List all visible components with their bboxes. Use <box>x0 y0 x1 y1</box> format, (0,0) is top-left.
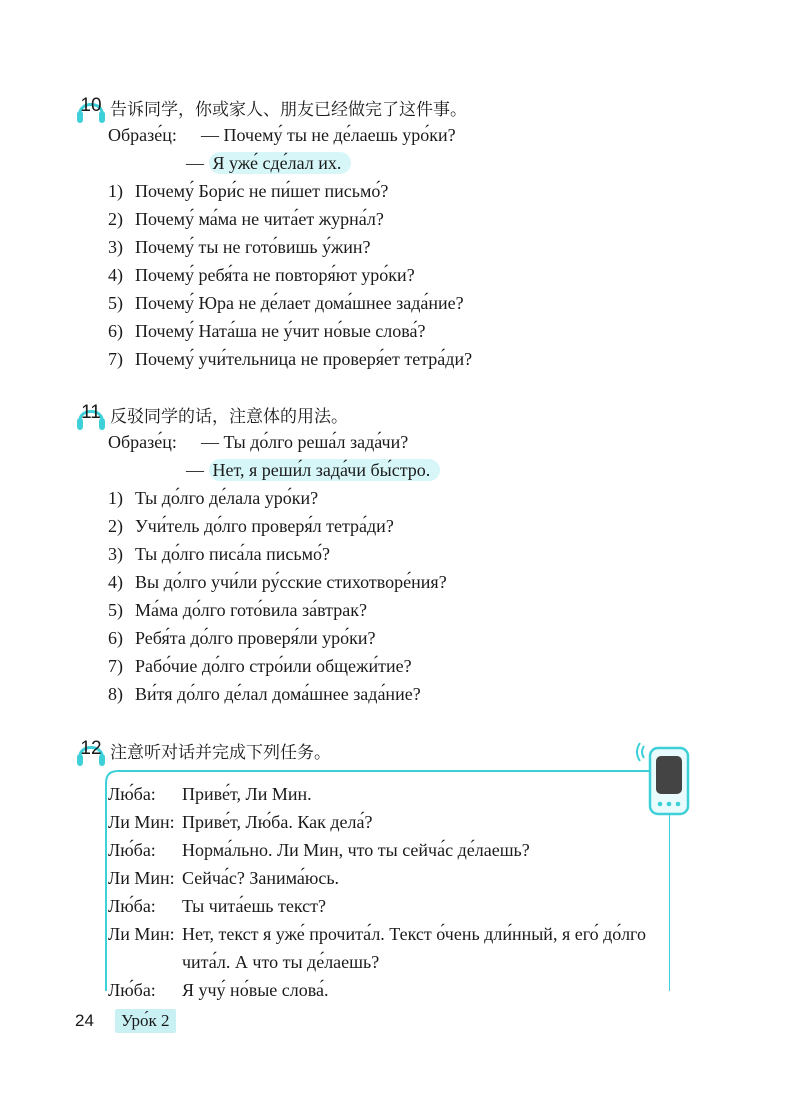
exercise-11-item <box>108 486 318 510</box>
exercise-11-title: 反驳同学的话，注意体的用法。 <box>110 406 348 427</box>
sample-label: Образе́ц: <box>108 432 177 452</box>
item-text: Ребя́та до́лго проверя́ли уро́ки? <box>135 628 376 648</box>
exercise-11-item <box>108 542 330 566</box>
item-number: 8) <box>108 684 123 704</box>
exercise-11-item <box>108 682 421 706</box>
item-text: Почему́ учи́тельница не проверя́ет тетра́ди? <box>135 349 473 369</box>
item-number: 5) <box>108 600 123 620</box>
dialogue-line <box>108 978 329 1002</box>
speaker-name: Ли Мин: <box>108 868 175 888</box>
dialogue-line <box>108 838 530 862</box>
item-number: 3) <box>108 544 123 564</box>
exercise-12-number-badge <box>76 736 106 764</box>
exercise-10-sample-question <box>108 123 456 147</box>
exercise-11-sample-answer <box>186 458 440 482</box>
exercise-10-title: 告诉同学，你或家人、朋友已经做完了这件事。 <box>110 99 467 120</box>
exercise-11-item <box>108 654 412 678</box>
item-number: 4) <box>108 265 123 285</box>
lesson-tag: Уро́к 2 <box>115 1009 176 1033</box>
dialogue-line <box>108 922 646 946</box>
dialogue-line-continuation <box>108 950 379 974</box>
sample-answer-dash: — <box>186 460 204 480</box>
exercise-10-item <box>108 347 472 371</box>
exercise-12-header <box>76 736 331 764</box>
exercise-10-number-badge <box>76 93 106 121</box>
dialogue-text: Сейча́с? Занима́юсь. <box>182 868 340 888</box>
speaker-name: Ли Мин: <box>108 812 175 832</box>
item-text: Почему́ ты не гото́вишь у́жин? <box>135 237 371 257</box>
item-number: 2) <box>108 516 123 536</box>
dialogue-line <box>108 782 312 806</box>
speaker-name: Лю́ба: <box>108 980 156 1000</box>
dialogue-line <box>108 810 372 834</box>
item-number: 2) <box>108 209 123 229</box>
item-number: 7) <box>108 656 123 676</box>
exercise-10-sample-answer <box>186 151 351 175</box>
item-text: Почему́ Юра не де́лает дома́шнее зада́ние? <box>135 293 464 313</box>
exercise-10-number: 10 <box>80 95 102 116</box>
exercise-11-sample-question <box>108 430 408 454</box>
exercise-10-item <box>108 179 388 203</box>
exercise-11-item <box>108 598 367 622</box>
item-number: 7) <box>108 349 123 369</box>
speaker-name: Ли Мин: <box>108 924 175 944</box>
speaker-name: Лю́ба: <box>108 840 156 860</box>
item-text: Ви́тя до́лго де́лал дома́шнее зада́ние? <box>135 684 421 704</box>
dialogue-text: Нет, текст я уже́ прочита́л. Текст о́чень дли́нный, я его́ до́лго <box>182 924 646 944</box>
item-number: 1) <box>108 488 123 508</box>
item-text: Вы до́лго учи́ли ру́сские стихотворе́ния? <box>135 572 447 592</box>
item-text: Учи́тель до́лго проверя́л тетра́ди? <box>135 516 394 536</box>
item-number: 6) <box>108 321 123 341</box>
exercise-10-item <box>108 319 426 343</box>
dialogue-text: Ты чита́ешь текст? <box>182 896 327 916</box>
sample-question-text: — Ты до́лго реша́л зада́чи? <box>201 432 409 452</box>
exercise-12-number: 12 <box>80 738 102 759</box>
exercise-10-item <box>108 291 464 315</box>
speaker-name: Лю́ба: <box>108 784 156 804</box>
exercise-12-title: 注意听对话并完成下列任务。 <box>110 742 331 763</box>
exercise-10-item <box>108 207 384 231</box>
dialogue-line <box>108 866 339 890</box>
item-text: Ты до́лго де́лала уро́ки? <box>135 488 319 508</box>
speaker-name: Лю́ба: <box>108 896 156 916</box>
item-text: Почему́ ребя́та не повторя́ют уро́ки? <box>135 265 415 285</box>
dialogue-text: чита́л. А что ты де́лаешь? <box>182 952 380 972</box>
dialogue-text: Приве́т, Лю́ба. Как дела́? <box>182 812 373 832</box>
exercise-10-header <box>76 93 467 121</box>
exercise-11-number: 11 <box>81 402 101 423</box>
sample-answer-highlight: Я уже́ сде́лал их. <box>209 152 352 174</box>
item-text: Рабо́чие до́лго стро́или общежи́тие? <box>135 656 412 676</box>
item-text: Почему́ Бори́с не пи́шет письмо́? <box>135 181 389 201</box>
item-number: 1) <box>108 181 123 201</box>
item-text: Почему́ Ната́ша не у́чит но́вые слова́? <box>135 321 426 341</box>
item-text: Ма́ма до́лго гото́вила за́втрак? <box>135 600 367 620</box>
item-number: 5) <box>108 293 123 313</box>
item-number: 6) <box>108 628 123 648</box>
sample-answer-highlight: Нет, я реши́л зада́чи бы́стро. <box>209 459 441 481</box>
exercise-10-item <box>108 235 371 259</box>
dialogue-line <box>108 894 326 918</box>
exercise-11-item <box>108 626 375 650</box>
page-number: 24 <box>75 1011 94 1030</box>
audio-player-icon[interactable] <box>636 738 692 818</box>
dialogue-text: Приве́т, Ли Мин. <box>182 784 312 804</box>
exercise-10-item <box>108 263 415 287</box>
item-number: 3) <box>108 237 123 257</box>
exercise-11-number-badge <box>76 400 106 428</box>
item-number: 4) <box>108 572 123 592</box>
sample-answer-dash: — <box>186 153 204 173</box>
exercise-11-item <box>108 514 394 538</box>
dialogue-text: Я учу́ но́вые слова́. <box>182 980 329 1000</box>
item-text: Ты до́лго писа́ла письмо́? <box>135 544 330 564</box>
sample-label: Образе́ц: <box>108 125 177 145</box>
dialogue-text: Норма́льно. Ли Мин, что ты сейча́с де́лаешь? <box>182 840 530 860</box>
exercise-11-item <box>108 570 447 594</box>
exercise-11-header <box>76 400 348 428</box>
item-text: Почему́ ма́ма не чита́ет журна́л? <box>135 209 384 229</box>
sample-question-text: — Почему́ ты не де́лаешь уро́ки? <box>201 125 456 145</box>
